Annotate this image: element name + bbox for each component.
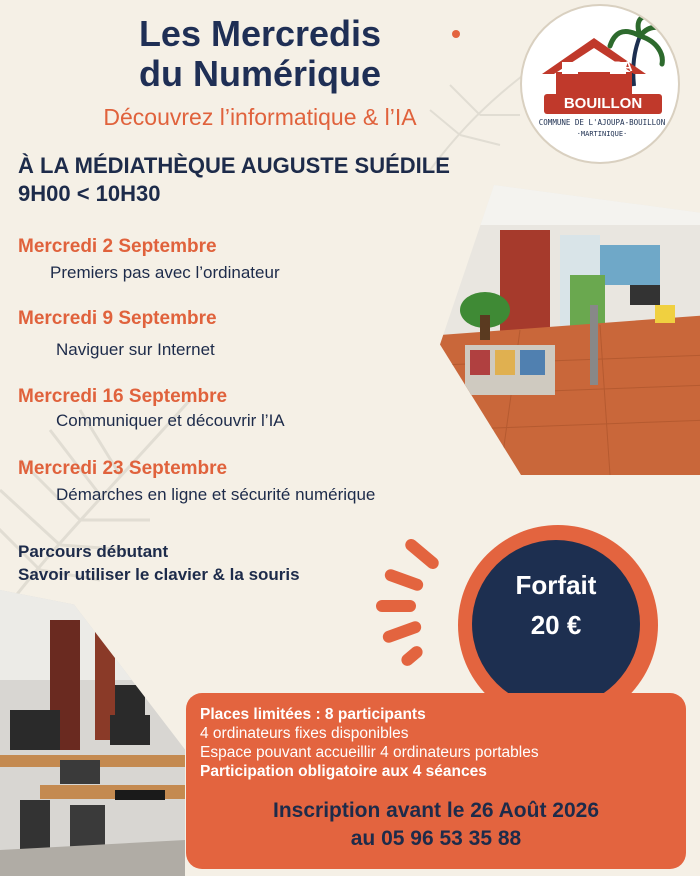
parcours-level: Parcours débutant <box>18 542 169 561</box>
logo-commune: COMMUNE DE L'AJOUPA-BOUILLON <box>538 118 666 127</box>
info-laptop-space: Espace pouvant accueillir 4 ordinateurs portables <box>200 744 539 761</box>
decor-ray <box>381 620 423 645</box>
decor-ray <box>403 537 441 572</box>
info-fixed-computers: 4 ordinateurs fixes disponibles <box>200 725 409 742</box>
session-2-date: Mercredi 9 Septembre <box>18 308 217 329</box>
session-4-topic: Démarches en ligne et sécurité numérique <box>56 485 376 504</box>
decor-ray <box>383 568 425 593</box>
session-3-date: Mercredi 16 Septembre <box>18 386 228 407</box>
parcours-skill: Savoir utiliser le clavier & la souris <box>18 565 300 584</box>
forfait-badge <box>472 540 640 708</box>
logo-word-ajoupa: AJOUPA <box>570 58 634 74</box>
session-4-date: Mercredi 23 Septembre <box>18 458 228 479</box>
title-line-1: Les Mercredis <box>138 13 382 54</box>
logo-region: ·MARTINIQUE· <box>576 130 628 138</box>
registration-deadline: Inscription avant le 26 Août 2026 <box>273 799 599 822</box>
session-3-topic: Communiquer et découvrir l’IA <box>56 411 285 430</box>
forfait-price: 20 € <box>530 610 582 640</box>
decor-ray <box>399 644 425 669</box>
logo-emblem-icon <box>522 6 680 164</box>
subtitle: Découvrez l’informatique & l’IA <box>103 104 417 130</box>
logo-word-bouillon: BOUILLON <box>563 95 643 112</box>
mediatheque-photo <box>440 185 700 475</box>
session-1-date: Mercredi 2 Septembre <box>18 236 217 257</box>
session-2-topic: Naviguer sur Internet <box>56 340 215 359</box>
title-line-2: du Numérique <box>138 53 381 94</box>
registration-phone: au 05 96 53 35 88 <box>350 827 522 850</box>
info-box <box>186 693 686 869</box>
info-places: Places limitées : 8 participants <box>200 706 426 723</box>
session-1-topic: Premiers pas avec l’ordinateur <box>50 263 280 282</box>
venue <box>18 152 450 208</box>
info-mandatory: Participation obligatoire aux 4 séances <box>200 763 487 780</box>
ajoupa-bouillon-logo <box>520 4 680 164</box>
forfait-label: Forfait <box>515 570 597 600</box>
parcours <box>18 540 300 586</box>
decor-ray <box>376 600 416 612</box>
session-time: 9H00 < 10H30 <box>18 181 161 206</box>
venue-name: À LA MÉDIATHÈQUE AUGUSTE SUÉDILE <box>18 153 450 178</box>
